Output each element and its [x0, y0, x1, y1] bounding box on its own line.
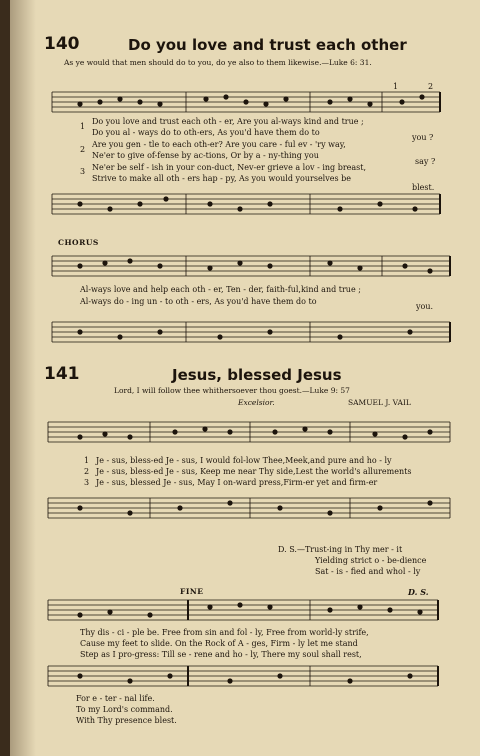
staff-140-chorus-bass [52, 322, 450, 342]
composer: SAMUEL J. VAIL [348, 398, 411, 407]
fine-label: FINE [180, 587, 204, 596]
hymn-141-title: Jesus, blessed Jesus [172, 366, 342, 384]
chorus-label: CHORUS [58, 238, 99, 247]
chorus-line: Al-ways love and help each oth - er, Ten - der, faith-ful,kind and true ; [80, 285, 361, 294]
verse-number-1: 1 [84, 456, 90, 465]
staff-140-chorus-treble [52, 256, 450, 276]
ds-mark: D. S. [408, 587, 429, 597]
refrain-line: Step as I pro-gress: Till se - rene and ho - ly, There my soul shall rest, [80, 650, 362, 659]
ending-mark-2: 2 [428, 82, 434, 91]
ds-line: D. S.—Trust-ing in Thy mer - it [278, 545, 403, 554]
staff-141-bass-1 [48, 498, 450, 518]
verse-line: Je - sus, blessed Je - sus, May I on-ward press,Firm-er yet and firm-er [96, 478, 378, 487]
refrain-line: Cause my feet to slide. On the Rock of A - ges, Firm - ly let me stand [80, 639, 358, 648]
ds-line: Sat - is - fied and whol - ly [315, 567, 421, 576]
verse-line: Je - sus, bless-ed Je - sus, Keep me near Thy side,Lest the world's allurements [96, 467, 412, 476]
hymn-140-scripture: As ye would that men should do to you, do ye also to them likewise.—Luke 6: 31. [64, 58, 372, 67]
verse-line: Strive to make all oth - ers hap - py, As you would yourselves be [92, 174, 351, 183]
hymn-140-number: 140 [44, 34, 80, 54]
ending-line: To my Lord's command. [76, 705, 173, 714]
verse-number-2: 2 [80, 145, 86, 154]
line-end: say ? [415, 157, 436, 166]
verse-line: Ne'er be self - ish in your con-duct, Nev-er grieve a lov - ing breast, [92, 163, 367, 172]
chorus-end: you. [416, 302, 434, 311]
verse-number-3: 3 [80, 167, 86, 176]
verse-number-2: 2 [84, 467, 90, 476]
ending-mark-1: 1 [393, 82, 399, 91]
verse-line: Je - sus, bless-ed Je - sus, I would fol-low Thee,Meek,and pure and ho - ly [96, 456, 392, 465]
staff-141-bass-2 [48, 666, 438, 686]
ds-line: Yielding strict o - be-dience [315, 556, 427, 565]
chorus-line: Al-ways do - ing un - to oth - ers, As you'd have them do to [80, 297, 317, 306]
line-end: you ? [412, 133, 434, 142]
hymnal-page [10, 0, 480, 756]
staff-141-treble-1 [48, 422, 450, 442]
ending-line: For e - ter - nal life. [76, 694, 155, 703]
ending-line: With Thy presence blest. [76, 716, 177, 725]
refrain-line: Thy dis - ci - ple be. Free from sin and fol - ly, Free from world-ly strife, [80, 628, 369, 637]
staff-141-treble-2 [48, 600, 438, 620]
tune-name: Excelsior. [238, 398, 275, 407]
verse-line: Ne'er to give of-fense by ac-tions, Or by a - ny-thing you [92, 151, 319, 160]
verse-line: Are you gen - tle to each oth-er? Are you care - ful ev - 'ry way, [92, 140, 346, 149]
verse-line: Do you al - ways do to oth-ers, As you'd have them do to [92, 128, 320, 137]
hymn-140-title: Do you love and trust each other [128, 36, 407, 54]
verse-number-3: 3 [84, 478, 90, 487]
hymn-141-scripture: Lord, I will follow thee whithersoever thou goest.—Luke 9: 57 [114, 386, 350, 395]
verse-line: Do you love and trust each oth - er, Are you al-ways kind and true ; [92, 117, 364, 126]
verse-number-1: 1 [80, 122, 86, 131]
line-end: blest. [412, 183, 435, 192]
hymn-141-number: 141 [44, 364, 80, 384]
